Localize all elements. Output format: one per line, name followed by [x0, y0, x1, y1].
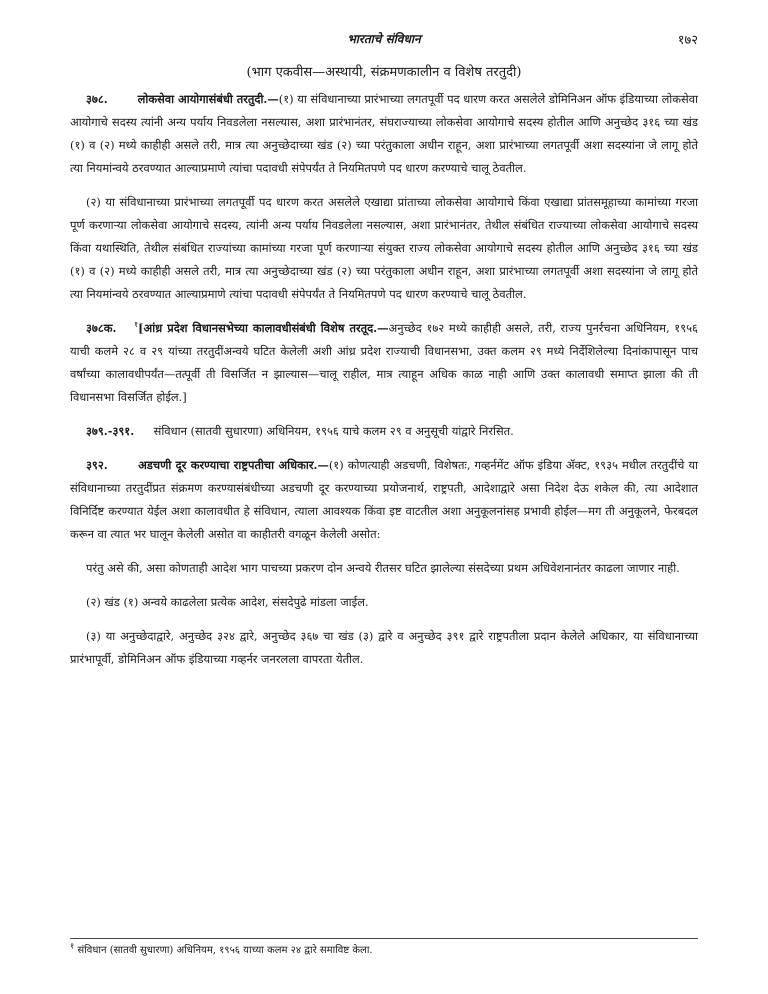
footnote-reference[interactable]: १	[134, 320, 139, 330]
article-379-391	[70, 420, 698, 443]
article-number: ३७८क.	[86, 321, 117, 335]
article-text: अनुच्छेद १७२ मध्ये काहीही असले, तरी, राज्य पुनर्रचना अधिनियम, १९५६ याची कलमे २८ व २९ यांच्या तरतुदींअन्वये घटित केलेली अशी आंध्र प्रदेश राज्याची विधानसभा, उक्त कलम २९ मध्ये निर्देशिलेल्या दिनांकापासून पाच वर्षांच्या कालावधीपर्यंत—तत्पूर्वी ती विसर्जित न झाल्यास—चालू राहील, मात्र त्याहून अधिक काळ नाही आणि उक्त कालावधी समाप्त झाला की ती विधानसभा विसर्जित होईल.]	[70, 321, 698, 404]
footnote	[70, 941, 698, 958]
page-number: १७२	[677, 33, 698, 48]
document-body	[70, 88, 698, 682]
footnote-mark: १	[70, 941, 75, 951]
article-text: संविधान (सातवी सुधारणा) अधिनियम, १९५६ याचे कलम २९ व अनुसूची यांद्वारे निरसित.	[153, 424, 514, 438]
article-392-proviso: परंतु असे की, असा कोणताही आदेश भाग पाचच्या प्रकरण दोन अन्वये रीतसर घटित झालेल्या संसदेच्या प्रथम अधिवेशनानंतर काढला जाणार नाही.	[86, 561, 680, 575]
article-378	[70, 88, 698, 180]
article-number: ३९२.	[86, 458, 108, 472]
article-number: ३७८.	[86, 92, 108, 106]
header-title: भारताचे संविधान	[347, 32, 421, 46]
footnote-divider	[70, 938, 698, 939]
article-title: [आंध्र प्रदेश विधानसभेच्या कालावधीसंबंधी विशेष तरतूद.—	[138, 321, 389, 335]
article-392-clause-2: (२) खंड (१) अन्वये काढलेला प्रत्येक आदेश, संसदेपुढे मांडला जाईल.	[86, 595, 369, 609]
part-heading: (भाग एकवीस—अस्थायी, संक्रमणकालीन व विशेष तरतुदी)	[246, 65, 522, 80]
article-title: अडचणी दूर करण्याचा राष्ट्रपतीचा अधिकार.—	[138, 458, 329, 472]
article-378a	[70, 317, 698, 409]
footnote-text: संविधान (सातवी सुधारणा) अधिनियम, १९५६ याच्या कलम २४ द्वारे समाविष्ट केला.	[77, 945, 373, 956]
article-title: लोकसेवा आयोगासंबंधी तरतुदी.—	[137, 92, 279, 106]
article-378-clause-2: (२) या संविधानाच्या प्रारंभाच्या लगतपूर्वी पद धारण करत असलेले एखाद्या प्रांताच्या लोकसेवा आयोगाचे किंवा एखाद्या प्रांतसमूहाच्या कामांच्या गरजा पूर्ण करणाऱ्या लोकसेवा आयोगाचे सदस्य, त्यांनी अन्य पर्याय निवडलेला नसल्यास, अशा प्रारंभानंतर, तेथील संबंधित राज्याच्या लोकसेवा आयोगाचे सदस्य किंवा यथास्थिति, तेथील संबंधित राज्यांच्या कामांच्या गरजा पूर्ण करणाऱ्या संयुक्त राज्य लोकसेवा आयोगाचे सदस्य होतील आणि अनुच्छेद ३१६ च्या खंड (१) व (२) मध्ये काहीही असले तरी, मात्र त्या अनुच्छेदाच्या खंड (२) च्या परंतुकाला अधीन राहून, अशा प्रारंभाच्या लगतपूर्वी अशा सदस्यांना जे लागू होते त्या नियमांन्वये ठरवण्यात आल्याप्रमाणे त्यांचा पदावधी संपेपर्यंत ते नियमितपणे पद धारण करण्याचे चालू ठेवतील.	[70, 195, 699, 301]
article-392	[70, 454, 698, 546]
running-header	[70, 30, 698, 52]
article-text: (१) या संविधानाच्या प्रारंभाच्या लगतपूर्वी पद धारण करत असलेले डोमिनिअन ऑफ इंडियाच्या लोकसेवा आयोगाचे सदस्य त्यांनी अन्य पर्याय निवडलेला नसल्यास, अशा प्रारंभानंतर, संघराज्याच्या लोकसेवा आयोगाचे सदस्य होतील आणि अनुच्छेद ३१६ च्या खंड (१) व (२) मध्ये काहीही असले तरी, मात्र त्या अनुच्छेदाच्या खंड (२) च्या परंतुकाला अधीन राहून, अशा प्रारंभाच्या लगतपूर्वी अशा सदस्यांना जे लागू होते त्या नियमांन्वये ठरवण्यात आल्याप्रमाणे त्यांचा पदावधी संपेपर्यंत ते नियमितपणे पद धारण करण्याचे चालू ठेवतील.	[70, 92, 698, 175]
article-number: ३७९.-३९१.	[86, 424, 135, 438]
article-392-clause-3: (३) या अनुच्छेदाद्वारे, अनुच्छेद ३२४ द्वारे, अनुच्छेद ३६७ चा खंड (३) द्वारे व अनुच्छेद ३९१ द्वारे राष्ट्रपतीला प्रदान केलेले अधिकार, या संविधानाच्या प्रारंभापूर्वी, डोमिनिअन ऑफ इंडियाच्या गव्हर्नर जनरलला वापरता येतील.	[70, 629, 698, 666]
article-text: (१) कोणत्याही अडचणी, विशेषतः, गव्हर्नमेंट ऑफ इंडिया ॲक्ट, १९३५ मधील तरतुदींचे या संविधानाच्या तरतुदींप्रत संक्रमण करण्यासंबंधीच्या अडचणी दूर करण्याच्या प्रयोजनार्थ, राष्ट्रपती, आदेशाद्वारे असा निदेश देऊ शकेल की, त्या आदेशात विनिर्दिष्ट करण्यात येईल अशा कालावधीत हे संविधान, त्याला आवश्यक किंवा इष्ट वाटतील अशा अनुकूलनांसह प्रभावी होईल—मग ती अनुकूलने, फेरबदल करून वा त्यात भर घालून केलेली असोत वा काहीतरी वगळून केलेली असोत:	[70, 458, 699, 541]
